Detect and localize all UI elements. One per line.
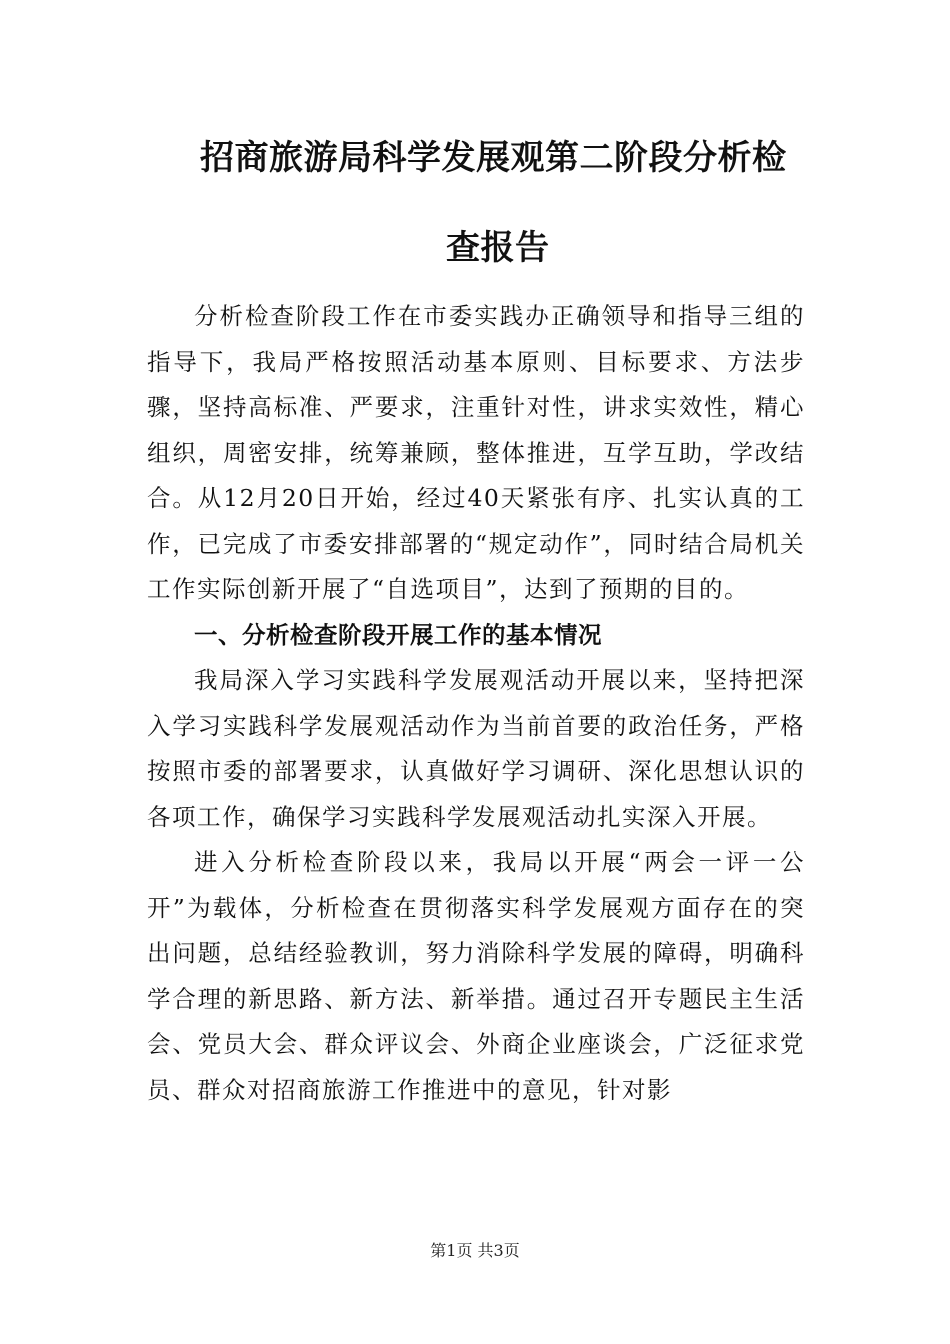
section-paragraph: 我局深入学习实践科学发展观活动开展以来，坚持把深入学习实践科学发展观活动作为当前首要的政治任务，严格按照市委的部署要求，认真做好学习调研、深化思想认识的各项工作，确保学习实践科学发展观活动扎实深入开展。 [147, 666, 805, 831]
intro-paragraph: 分析检查阶段工作在市委实践办正确领导和指导三组的指导下，我局严格按照活动基本原则、目标要求、方法步骤，坚持高标准、严要求，注重针对性，讲求实效性，精心组织，周密安排，统筹兼顾，整体推进，互学互助，学改结合。从12月20日开始，经过40天紧张有序、扎实认真的工作，已完成了市委安排部署的“规定动作”，同时结合局机关工作实际创新开展了“自选项目”，达到了预期的目的。 [147, 302, 805, 603]
document-title-line-1: 招商旅游局科学发展观第二阶段分析检 [200, 138, 787, 178]
document-title-line-2: 查报告 [446, 228, 550, 268]
section-paragraph: 进入分析检查阶段以来，我局以开展“两会一评一公开”为载体，分析检查在贯彻落实科学发展观方面存在的突出问题，总结经验教训，努力消除科学发展的障碍，明确科学合理的新思路、新方法、新举措。通过召开专题民主生活会、党员大会、群众评议会、外商企业座谈会，广泛征求党员、群众对招商旅游工作推进中的意见，针对影 [147, 848, 805, 1104]
document-body [147, 294, 805, 1113]
section-heading: 一、分析检查阶段开展工作的基本情况 [194, 620, 602, 649]
page-footer: 第1页 共3页 [430, 1241, 520, 1260]
